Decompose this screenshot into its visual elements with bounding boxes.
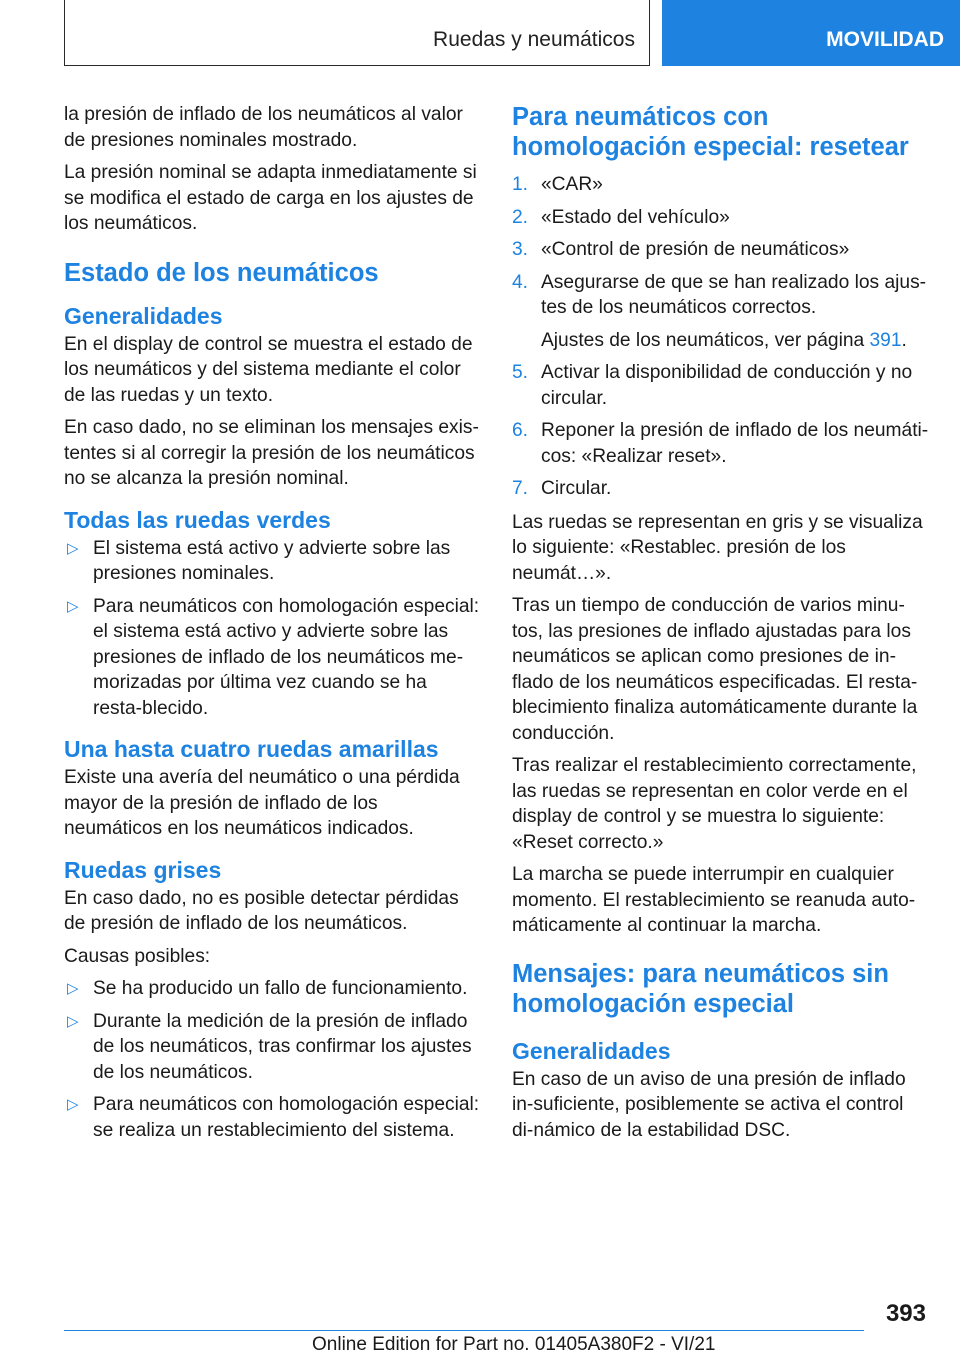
step-item: 5. Activar la disponibilidad de conducción y no circular. xyxy=(512,362,913,409)
paragraph: En el display de control se muestra el estado de los neumáticos y del sistema mediante el color de las ruedas y un texto. xyxy=(64,333,473,406)
cross-reference: Ajustes de los neumáticos, ver página 391. xyxy=(541,329,907,351)
paragraph: Existe una avería del neumático o una pérdida mayor de la presión de inflado de los neumáticos en los neumáticos indicados. xyxy=(64,767,460,839)
left-column xyxy=(64,102,480,1151)
subheading-generalidades: Generalidades xyxy=(64,302,223,329)
steps-list xyxy=(512,172,930,502)
step-item: 6. Reponer la presión de inflado de los neumáti‐cos: «Realizar reset». xyxy=(512,420,929,467)
heading-estado: Estado de los neumáticos xyxy=(64,258,379,287)
step-item: 3. «Control de presión de neumáticos» xyxy=(512,239,850,260)
subheading-grises: Ruedas grises xyxy=(64,856,222,883)
paragraph: Las ruedas se representan en gris y se visualiza lo siguiente: «Restablec. presión de los neumát…». xyxy=(512,511,923,584)
paragraph: La marcha se puede interrumpir en cualquier momento. El restablecimiento se reanuda auto‐máticamente al continuar la marcha. xyxy=(512,864,916,936)
list-grises xyxy=(64,976,480,1143)
footer-edition: Online Edition for Part no. 01405A380F2 - VI/21 xyxy=(312,1334,716,1355)
paragraph: En caso dado, no se eliminan los mensajes exis‐tentes si al corregir la presión de los neumáticos no se alcanza la presión nominal. xyxy=(64,417,479,489)
page-number: 393 xyxy=(885,1300,926,1327)
list-item: ▷ Para neumáticos con homologación especial: se realiza un restablecimiento del sistema. xyxy=(67,1094,480,1141)
step-item: 1. «CAR» xyxy=(512,174,603,195)
chapter-tab-label: MOVILIDAD xyxy=(826,28,944,51)
chapter-tab[interactable] xyxy=(662,0,960,66)
step-item: 7. Circular. xyxy=(512,478,612,499)
paragraph: Tras un tiempo de conducción de varios minu‐tos, las presiones de inflado ajustadas para los neumáticos se aplican como presiones de in‐flado de los neumáticos especificadas. El resta‐blecimiento finaliza automáticamente durante la conducción. xyxy=(512,595,918,744)
step-item: 2. «Estado del vehículo» xyxy=(512,206,730,228)
list-item: ▷ Durante la medición de la presión de inflado de los neumáticos, tras confirmar los ajustes de los neumáticos. xyxy=(67,1010,472,1083)
right-column xyxy=(512,102,930,1150)
section-title: Ruedas y neumáticos xyxy=(433,28,635,51)
triangle-bullet-icon: ▷ xyxy=(67,597,79,615)
heading-mensajes: Mensajes: para neumáticos sin homologación especial xyxy=(512,959,889,1018)
footer-divider xyxy=(64,1330,864,1331)
subheading-amarillas: Una hasta cuatro ruedas amarillas xyxy=(64,736,439,762)
step-item: 4. Asegurarse de que se han realizado los ajus‐tes de los neumáticos correctos. Ajustes de los neumáticos, ver página 391. xyxy=(512,270,930,354)
paragraph: En caso dado, no es posible detectar pérdidas de presión de inflado de los neumáticos. xyxy=(64,887,459,934)
triangle-bullet-icon: ▷ xyxy=(67,539,79,557)
subheading-generalidades: Generalidades xyxy=(512,1037,671,1064)
list-item: ▷ El sistema está activo y advierte sobre las presiones nominales. xyxy=(67,537,451,584)
list-item: ▷ Para neumáticos con homologación especial: el sistema está activo y advierte sobre las presiones de inflado de los neumáticos me‐morizadas por última vez cuando se ha resta‐blecido. xyxy=(67,595,480,719)
paragraph: En caso de un aviso de una presión de inflado in‐suficiente, posiblemente se activa el control di‐námico de la estabilidad DSC. xyxy=(512,1068,906,1141)
triangle-bullet-icon: ▷ xyxy=(67,980,79,997)
triangle-bullet-icon: ▷ xyxy=(67,1096,79,1113)
header-box xyxy=(64,0,650,66)
paragraph: la presión de inflado de los neumáticos al valor de presiones nominales mostrado. xyxy=(64,104,463,151)
paragraph: Tras realizar el restablecimiento correctamente, las ruedas se representan en color verde en el display de control y se muestra lo siguiente: «Reset correcto.» xyxy=(512,755,917,853)
paragraph: La presión nominal se adapta inmediatamente si se modifica el estado de carga en los ajustes de los neumáticos. xyxy=(64,162,477,234)
page-link[interactable]: 391 xyxy=(869,329,902,351)
triangle-bullet-icon: ▷ xyxy=(67,1012,79,1030)
subheading-verdes: Todas las ruedas verdes xyxy=(64,506,331,533)
list-item: ▷ Se ha producido un fallo de funcionamiento. xyxy=(64,976,480,1002)
heading-reset: Para neumáticos con homologación especial: resetear xyxy=(512,103,909,161)
list-verdes xyxy=(64,536,480,722)
paragraph: Causas posibles: xyxy=(64,945,211,967)
